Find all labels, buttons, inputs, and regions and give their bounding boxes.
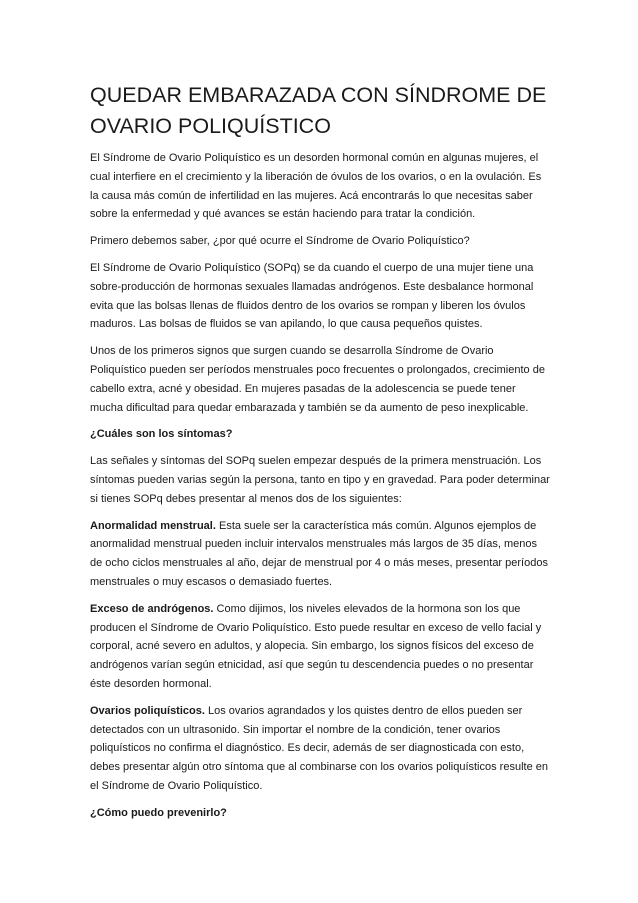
intro-paragraph: El Síndrome de Ovario Poliquístico es un desorden hormonal común en algunas mujeres, el cual interfiere en el crecimiento y la liberación de óvulos de los ovarios, o en la ovulación. Es la causa más común de infertilidad en las mujeres. Acá encontrarás lo que necesitas saber sobre la enfermedad y qué avances se están haciendo para tratar la condición. — [90, 152, 542, 221]
symptoms-heading: ¿Cuáles son los síntomas? — [90, 428, 233, 441]
symptom-term: Anormalidad menstrual. — [90, 519, 216, 532]
definition-paragraph: El Síndrome de Ovario Poliquístico (SOPq) se da cuando el cuerpo de una mujer tiene una sobre-producción de hormonas sexuales llamadas andrógenos. Este desbalance hormonal evita que las bolsas llenas de fluidos dentro de los ovarios se rompan y liberen los óvulos maduros. Las bolsas de fluidos se van apilando, lo que causa pequeños quistes. — [90, 261, 534, 331]
question-paragraph: Primero debemos saber, ¿por qué ocurre el Síndrome de Ovario Poliquístico? — [90, 235, 470, 248]
symptom-androgens — [90, 600, 550, 694]
symptom-term: Ovarios poliquísticos. — [90, 704, 205, 717]
prevent-heading: ¿Cómo puedo prevenirlo? — [90, 806, 227, 819]
symptom-text: Como dijimos, los niveles elevados de la hormona son los que producen el Síndrome de Ovario Poliquístico. Esto puede resultar en exceso de vello facial y corporal, acné severo en adultos, y alopecia. Sin embargo, los signos físicos del exceso de andrógenos varían según etnicidad, así que según tu descendencia puedes o no presentar éste desorden hormonal. — [90, 602, 542, 690]
symptom-text: Los ovarios agrandados y los quistes dentro de ellos pueden ser detectados con un ultrasonido. Sin importar el nombre de la condición, tener ovarios poliquísticos no confirma el diagnóstico. Es decir, además de ser diagnosticada con esto, debes presentar algún otro síntoma que al combinarse con los ovarios poliquísticos resulte en el Síndrome de Ovario Poliquístico. — [90, 704, 548, 792]
symptom-text: Esta suele ser la característica más común. Algunos ejemplos de anormalidad menstrual pueden incluir intervalos menstruales más largos de 35 días, menos de ocho ciclos menstruales al año, dejar de menstrual por 4 o más meses, presentar períodos menstruales o muy escasos o demasiado fuertes. — [90, 519, 548, 588]
symptom-menstrual — [90, 517, 550, 592]
first-signs-paragraph: Unos de los primeros signos que surgen cuando se desarrolla Síndrome de Ovario Poliquístico pueden ser períodos menstruales poco frecuentes o prolongados, crecimiento de cabello extra, acné y obesidad. En mujeres pasadas de la adolescencia se puede tener mucha dificultad para quedar embarazada y también se da aumento de peso inexplicable. — [90, 345, 545, 414]
symptom-ovaries — [90, 702, 550, 796]
document-page — [90, 80, 550, 831]
symptom-term: Exceso de andrógenos. — [90, 602, 214, 615]
document-title: QUEDAR EMBARAZADA CON SÍNDROME DE OVARIO POLIQUÍSTICO — [90, 83, 547, 138]
symptoms-intro-paragraph: Las señales y síntomas del SOPq suelen empezar después de la primera menstruación. Los síntomas pueden varias según la persona, tanto en tipo y en gravedad. Para poder determinar si tienes SOPq debes presentar al menos dos de los siguientes: — [90, 455, 550, 505]
